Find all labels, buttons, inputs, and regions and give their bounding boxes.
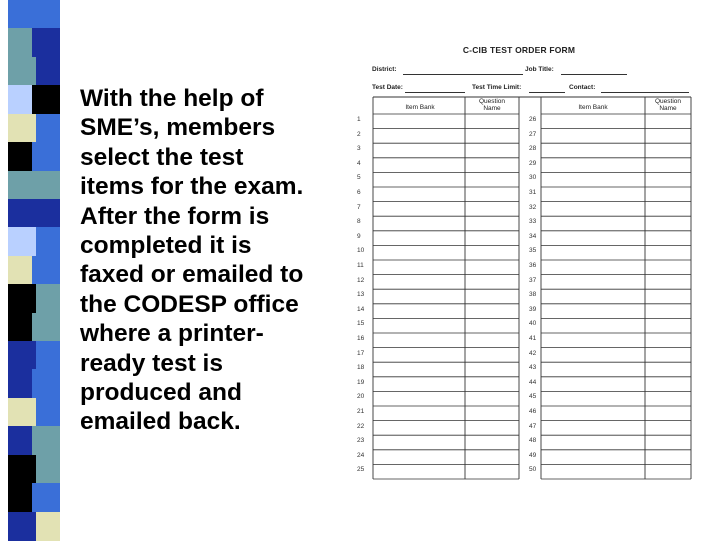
body-text-line: select the test <box>80 143 244 171</box>
row-number: 7 <box>357 203 361 211</box>
row-number: 42 <box>529 349 537 357</box>
stripe-block <box>32 142 60 171</box>
row-number: 5 <box>357 174 361 182</box>
row-number: 29 <box>529 159 537 167</box>
stripe-block <box>36 512 60 541</box>
row-number: 17 <box>357 349 365 357</box>
stripe-block <box>8 171 36 200</box>
row-number: 2 <box>357 130 361 138</box>
question-label: Question <box>478 98 506 105</box>
row-number: 33 <box>529 218 537 226</box>
stripe-block <box>36 171 60 200</box>
stripe-block <box>32 426 60 455</box>
stripe-block <box>36 455 60 484</box>
slide-body-text <box>80 84 350 437</box>
row-number: 49 <box>529 451 537 459</box>
row-number: 13 <box>357 291 365 299</box>
row-number: 9 <box>357 232 361 240</box>
stripe-block <box>8 227 36 256</box>
row-number: 27 <box>529 130 537 138</box>
stripe-block <box>32 85 60 114</box>
stripe-block <box>8 28 32 57</box>
stripe-block <box>8 398 36 427</box>
name-label: Name <box>659 105 677 112</box>
stripe-block <box>8 256 32 285</box>
row-number: 4 <box>357 159 361 167</box>
form-grid-lines <box>343 40 695 490</box>
row-number: 11 <box>357 262 364 269</box>
stripe-block <box>32 199 60 228</box>
row-number: 34 <box>529 232 537 240</box>
row-number: 12 <box>357 276 365 284</box>
row-number: 8 <box>357 218 361 226</box>
question-label: Question <box>654 98 682 105</box>
row-number: 21 <box>357 408 365 415</box>
body-text-line: With the help of <box>80 85 264 112</box>
stripe-block <box>8 85 32 114</box>
stripe-block <box>32 28 60 57</box>
stripe-block <box>8 369 32 398</box>
row-number: 37 <box>529 276 537 284</box>
stripe-block <box>8 114 36 143</box>
row-number: 43 <box>529 364 537 372</box>
body-text-line: After the form is <box>80 202 270 230</box>
row-number: 41 <box>529 335 537 342</box>
body-text-line: faxed or emailed to <box>80 261 304 289</box>
stripe-block <box>36 341 60 370</box>
stripe-block <box>8 455 36 484</box>
stripe-block <box>36 114 60 143</box>
form-title: C-CIB TEST ORDER FORM <box>462 45 576 55</box>
job-title-label: Job Title: <box>525 66 554 73</box>
row-number: 39 <box>529 305 537 313</box>
row-number: 38 <box>529 291 537 299</box>
row-number: 14 <box>357 305 365 313</box>
stripe-block <box>8 57 36 86</box>
body-text-line: emailed back. <box>80 408 241 436</box>
row-number: 26 <box>529 116 537 123</box>
district-label: District: <box>372 66 397 73</box>
row-number: 10 <box>357 247 365 255</box>
stripe-block <box>36 398 60 427</box>
row-number: 40 <box>529 320 537 328</box>
stripe-block <box>8 0 36 29</box>
row-number: 44 <box>529 378 537 386</box>
stripe-block <box>8 341 36 370</box>
row-number: 19 <box>357 378 365 386</box>
body-text-line: the CODESP office <box>80 290 299 318</box>
stripe-block <box>8 426 32 455</box>
stripe-block <box>8 284 36 313</box>
row-number: 23 <box>357 437 365 445</box>
row-number: 31 <box>529 189 537 196</box>
test-date-label: Test Date: <box>372 84 403 91</box>
row-number: 50 <box>529 466 537 474</box>
row-number: 16 <box>357 335 365 342</box>
stripe-block <box>8 142 32 171</box>
body-text-line: items for the exam. <box>80 173 304 201</box>
row-number: 32 <box>529 203 537 211</box>
row-number: 28 <box>529 145 537 153</box>
decorative-stripe-column <box>0 0 67 540</box>
stripe-block <box>36 0 60 29</box>
stripe-block <box>36 284 60 313</box>
stripe-block <box>36 227 60 256</box>
contact-label: Contact: <box>569 84 596 91</box>
stripe-block <box>8 313 32 342</box>
row-number: 36 <box>529 262 537 269</box>
row-number: 45 <box>529 393 537 401</box>
row-number: 25 <box>357 466 365 474</box>
row-number: 18 <box>357 364 365 372</box>
stripe-block <box>32 369 60 398</box>
body-text-line: where a printer- <box>80 320 264 348</box>
name-label: Name <box>483 105 501 112</box>
stripe-block <box>36 57 60 86</box>
row-number: 24 <box>357 451 365 459</box>
item-bank-header-right: Item Bank <box>578 104 608 111</box>
stripe-block <box>32 256 60 285</box>
row-number: 22 <box>357 422 365 430</box>
row-number: 3 <box>357 145 361 153</box>
row-number: 48 <box>529 437 537 445</box>
row-number: 30 <box>529 174 537 182</box>
item-bank-header-left: Item Bank <box>405 104 435 111</box>
row-number: 20 <box>357 393 365 401</box>
row-number: 1 <box>357 116 361 123</box>
stripe-block <box>8 199 32 228</box>
stripe-block <box>32 313 60 342</box>
row-number: 15 <box>357 320 365 328</box>
row-number: 6 <box>357 189 361 196</box>
row-number: 46 <box>529 408 537 415</box>
stripe-block <box>32 483 60 512</box>
body-text-line: produced and <box>80 379 242 407</box>
stripe-block <box>8 483 32 512</box>
row-number: 35 <box>529 247 537 255</box>
body-text-line: SME’s, members <box>80 114 276 142</box>
time-limit-label: Test Time Limit: <box>472 84 522 91</box>
row-number: 47 <box>529 422 537 430</box>
test-order-form-image <box>343 40 695 490</box>
stripe-block <box>8 512 36 541</box>
body-text-line: completed it is <box>80 232 252 260</box>
body-text-line: ready test is <box>80 349 223 377</box>
